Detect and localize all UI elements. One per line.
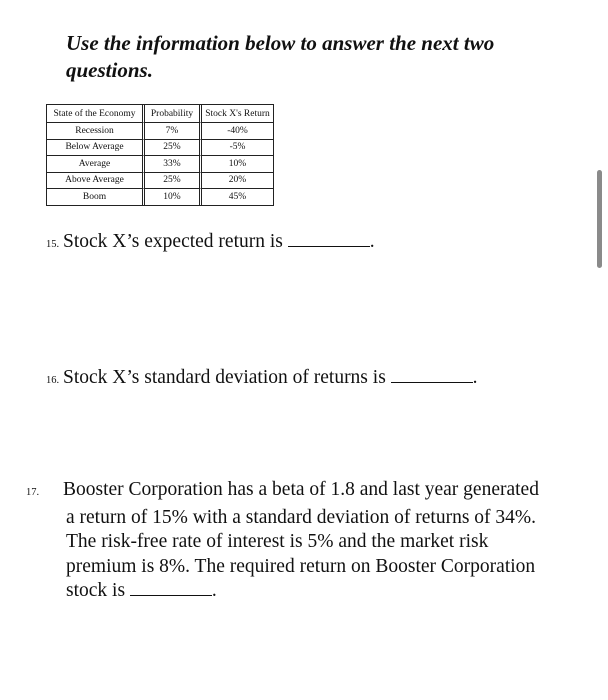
question-number: 16. <box>46 375 60 386</box>
table-row <box>47 173 273 190</box>
cell-return: 20% <box>202 173 273 190</box>
cell-state: Boom <box>47 189 145 205</box>
cell-probability: 33% <box>145 156 202 173</box>
question-text: Booster Corporation has a beta of 1.8 and last year generated a return of 15% with a standard deviation of returns of 34%. The risk-free rate of interest is 5% and the market risk premium is 8%. The required return on Booster Corporation stock is <box>63 479 539 601</box>
economy-returns-table <box>46 104 274 206</box>
cell-state: Below Average <box>47 140 145 157</box>
table-header-row <box>47 105 273 123</box>
economy-table-container <box>46 104 274 206</box>
question-15 <box>46 230 546 258</box>
cell-state: Above Average <box>47 173 145 190</box>
cell-return: -40% <box>202 123 273 140</box>
question-number: 17. <box>26 487 40 498</box>
table-row <box>47 189 273 205</box>
header-state-of-economy: State of the Economy <box>47 105 145 123</box>
header-stock-x-return: Stock X's Return <box>202 105 273 123</box>
answer-blank[interactable] <box>391 366 473 383</box>
cell-return: 45% <box>228 191 247 202</box>
question-17 <box>26 478 546 604</box>
cell-probability: 25% <box>145 173 202 190</box>
cell-probability: 25% <box>145 140 202 157</box>
question-16 <box>46 366 546 394</box>
table-row <box>47 140 273 157</box>
question-end-punct: . <box>211 580 217 601</box>
cell-state: Recession <box>47 123 145 140</box>
cell-return: 10% <box>202 156 273 173</box>
question-end-punct: . <box>472 367 478 388</box>
question-number: 15. <box>46 239 60 250</box>
cell-probability: 10% <box>145 189 202 205</box>
answer-blank[interactable] <box>130 579 212 596</box>
answer-blank[interactable] <box>288 230 370 247</box>
cell-probability: 7% <box>145 123 202 140</box>
table-row <box>47 156 273 173</box>
question-text: Stock X’s standard deviation of returns is <box>63 367 386 388</box>
cell-return: -5% <box>202 140 273 157</box>
vertical-scrollbar[interactable] <box>597 170 602 268</box>
question-text: Stock X’s expected return is <box>63 231 283 252</box>
table-row <box>47 123 273 140</box>
question-end-punct: . <box>369 231 375 252</box>
cell-state: Average <box>47 156 145 173</box>
instructions-heading: Use the information below to answer the next two questions. <box>66 31 495 82</box>
header-probability: Probability <box>145 105 202 123</box>
